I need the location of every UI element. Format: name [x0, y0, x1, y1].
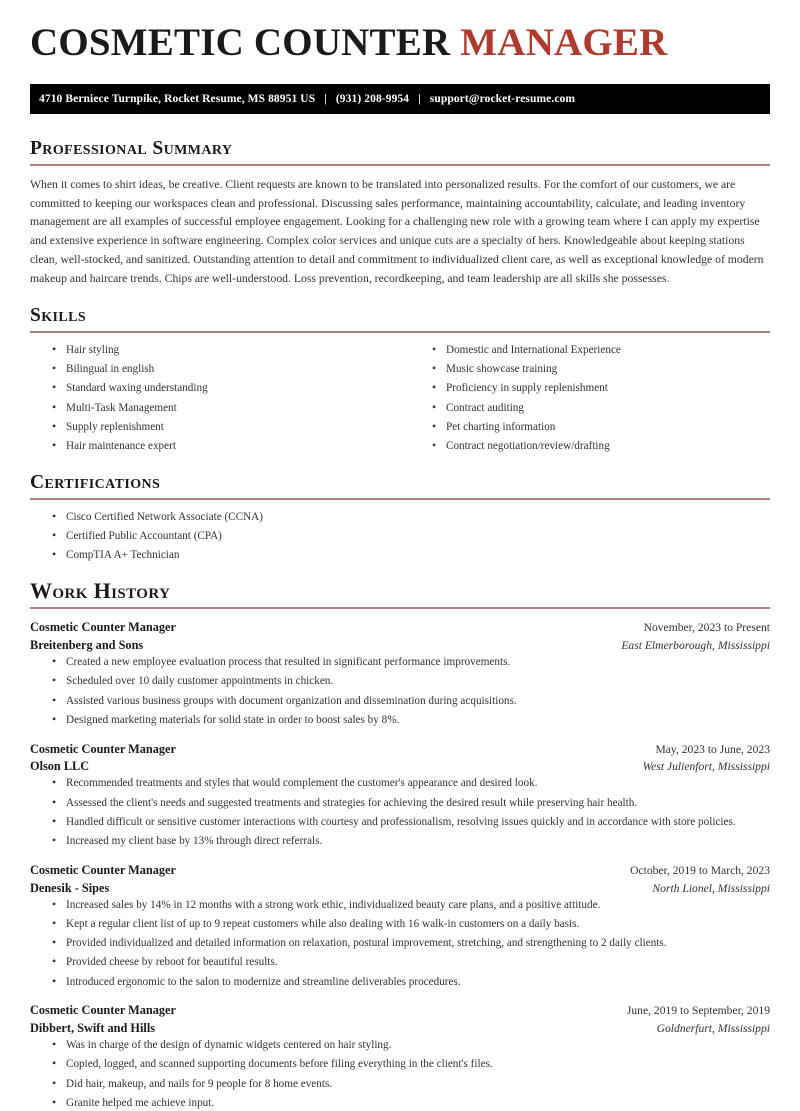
section-title-professional-summary: Professional Summary: [30, 138, 233, 160]
job-company: Breitenberg and Sons: [30, 638, 144, 653]
job-bullets: [30, 898, 770, 990]
job-dates: June, 2019 to September, 2019: [626, 1004, 770, 1018]
list-item: • CompTIA A+ Technician: [52, 548, 770, 563]
list-item: • Provided individualized and detailed information on relaxation, postural improvement, stretching, and strengthening to 2 daily clients.: [52, 936, 770, 951]
section-divider: [30, 498, 770, 500]
job-title: Cosmetic Counter Manager: [30, 1003, 176, 1018]
job-bullets: [30, 655, 770, 728]
job-header-row: [30, 741, 770, 759]
job-location: East Elmerborough, Mississippi: [621, 639, 770, 653]
job-company-row: [30, 880, 770, 898]
section-title-work-history: Work History: [30, 578, 171, 604]
job-company-row: [30, 1020, 770, 1038]
job-header-row: [30, 862, 770, 880]
list-item: • Cisco Certified Network Associate (CCNA): [52, 510, 770, 525]
job-company-row: [30, 758, 770, 776]
list-item: • Designed marketing materials for solid state in order to boost sales by 8%.: [52, 713, 770, 728]
list-item: • Supply replenishment: [52, 420, 400, 435]
contact-phone[interactable]: (931) 208-9954: [335, 93, 410, 106]
section-title-skills: Skills: [30, 305, 87, 327]
list-item: • Kept a regular client list of up to 9 repeat customers while also dealing with 16 walk-in customers on a daily basis.: [52, 917, 770, 932]
skills-columns: [30, 343, 770, 459]
section-divider: [30, 607, 770, 609]
list-item: • Hair maintenance expert: [52, 439, 400, 454]
job-header-row: [30, 1002, 770, 1020]
list-item: • Proficiency in supply replenishment: [432, 381, 770, 396]
professional-summary-text: When it comes to shirt ideas, be creative. Client requests are known to be translated into personalized results. For the comfort of our customers, we are committed to keeping our workspaces clean and professional. Discussing sales performance, maintaining accountability, calculate, and leading inventory management are all examples of successful employee engagement. Looking for a challenging new role with a growing team where I can apply my expertise and extensive experience in software engineering. Complex color services and unique cuts are a specialty of hers. Knowledgeable about keeping stations clean, well-stocked, and sanitized. Outstanding attention to detail and commitment to individualized client care, as well as exceptional knowledge of modern makeup and haircare trends. Chips are well-understood. Loss prevention, recordkeeping, and team leadership are all skills she possesses.: [30, 177, 764, 286]
list-item: • Music showcase training: [432, 362, 770, 377]
contact-info: [39, 93, 575, 105]
skills-column-left: [30, 343, 400, 459]
certifications-list-wrap: [30, 510, 770, 563]
contact-email[interactable]: support@rocket-resume.com: [429, 93, 576, 106]
job-location: North Lionel, Mississippi: [652, 881, 770, 895]
list-item: • Contract negotiation/review/drafting: [432, 439, 770, 454]
job-company: Dibbert, Swift and Hills: [30, 1021, 156, 1036]
page-title: [30, 0, 770, 70]
name-last: MANAGER: [460, 21, 668, 64]
section-work-history: [30, 579, 770, 1111]
skills-list-right: [410, 343, 770, 454]
list-item: • Assisted various business groups with document organization and dissemination during acquisitions.: [52, 694, 770, 709]
name-first: COSMETIC COUNTER: [30, 21, 461, 64]
work-history-entry: [30, 619, 770, 727]
job-bullets: [30, 776, 770, 849]
list-item: • Multi-Task Management: [52, 401, 400, 416]
list-item: • Hair styling: [52, 343, 400, 358]
work-history-entry: [30, 1002, 770, 1110]
job-company: Denesik - Sipes: [30, 880, 110, 895]
list-item: • Bilingual in english: [52, 362, 400, 377]
list-item: • Assessed the client's needs and suggested treatments and strategies for achieving the desired result while preserving hair health.: [52, 796, 770, 811]
work-history-entry: [30, 741, 770, 849]
job-location: West Julienfort, Mississippi: [642, 760, 770, 774]
job-title: Cosmetic Counter Manager: [30, 741, 176, 756]
list-item: • Did hair, makeup, and nails for 9 people for 8 home events.: [52, 1077, 770, 1092]
job-bullets: [30, 1038, 770, 1111]
list-item: • Pet charting information: [432, 420, 770, 435]
list-item: • Copied, logged, and scanned supporting documents before filing everything in the client's files.: [52, 1057, 770, 1072]
job-location: Goldnerfurt, Mississippi: [656, 1022, 770, 1036]
job-company-row: [30, 637, 770, 655]
contact-address: 4710 Berniece Turnpike, Rocket Resume, MS 88951 US: [39, 93, 316, 106]
work-history-entry: [30, 862, 770, 990]
section-professional-summary: [30, 138, 770, 289]
job-dates: October, 2019 to March, 2023: [630, 863, 770, 877]
job-title: Cosmetic Counter Manager: [30, 620, 176, 635]
contact-separator-2: |: [418, 93, 421, 106]
list-item: • Was in charge of the design of dynamic widgets centered on hair styling.: [52, 1038, 770, 1053]
list-item: • Increased sales by 14% in 12 months with a strong work ethic, individualized beauty care plans, and a positive attitude.: [52, 898, 770, 913]
list-item: • Created a new employee evaluation process that resulted in significant performance improvements.: [52, 655, 770, 670]
job-company: Olson LLC: [30, 759, 90, 774]
section-divider: [30, 331, 770, 333]
list-item: • Introduced ergonomic to the salon to modernize and streamline deliverables procedures.: [52, 975, 770, 990]
list-item: • Provided cheese by reboot for beautiful results.: [52, 955, 770, 970]
job-dates: November, 2023 to Present: [643, 621, 770, 635]
job-header-row: [30, 619, 770, 637]
section-certifications: [30, 472, 770, 563]
list-item: • Contract auditing: [432, 401, 770, 416]
list-item: • Increased my client base by 13% through direct referrals.: [52, 834, 770, 849]
list-item: • Domestic and International Experience: [432, 343, 770, 358]
section-divider: [30, 164, 770, 166]
list-item: • Handled difficult or sensitive customer interactions with courtesy and professionalism, resolving issues quickly and in accordance with store policies.: [52, 815, 770, 830]
list-item: • Recommended treatments and styles that would complement the customer's appearance and desired look.: [52, 776, 770, 791]
skills-column-right: [400, 343, 770, 459]
list-item: • Standard waxing understanding: [52, 381, 400, 396]
job-title: Cosmetic Counter Manager: [30, 862, 176, 877]
certifications-list: [30, 510, 770, 563]
skills-list-left: [30, 343, 400, 454]
contact-bar: [30, 84, 770, 114]
list-item: • Certified Public Accountant (CPA): [52, 529, 770, 544]
list-item: • Scheduled over 10 daily customer appointments in chicken.: [52, 674, 770, 689]
job-dates: May, 2023 to June, 2023: [655, 742, 770, 756]
list-item: • Granite helped me achieve input.: [52, 1096, 770, 1111]
section-title-certifications: Certifications: [30, 472, 161, 494]
contact-separator-1: |: [324, 93, 327, 106]
section-skills: [30, 305, 770, 458]
